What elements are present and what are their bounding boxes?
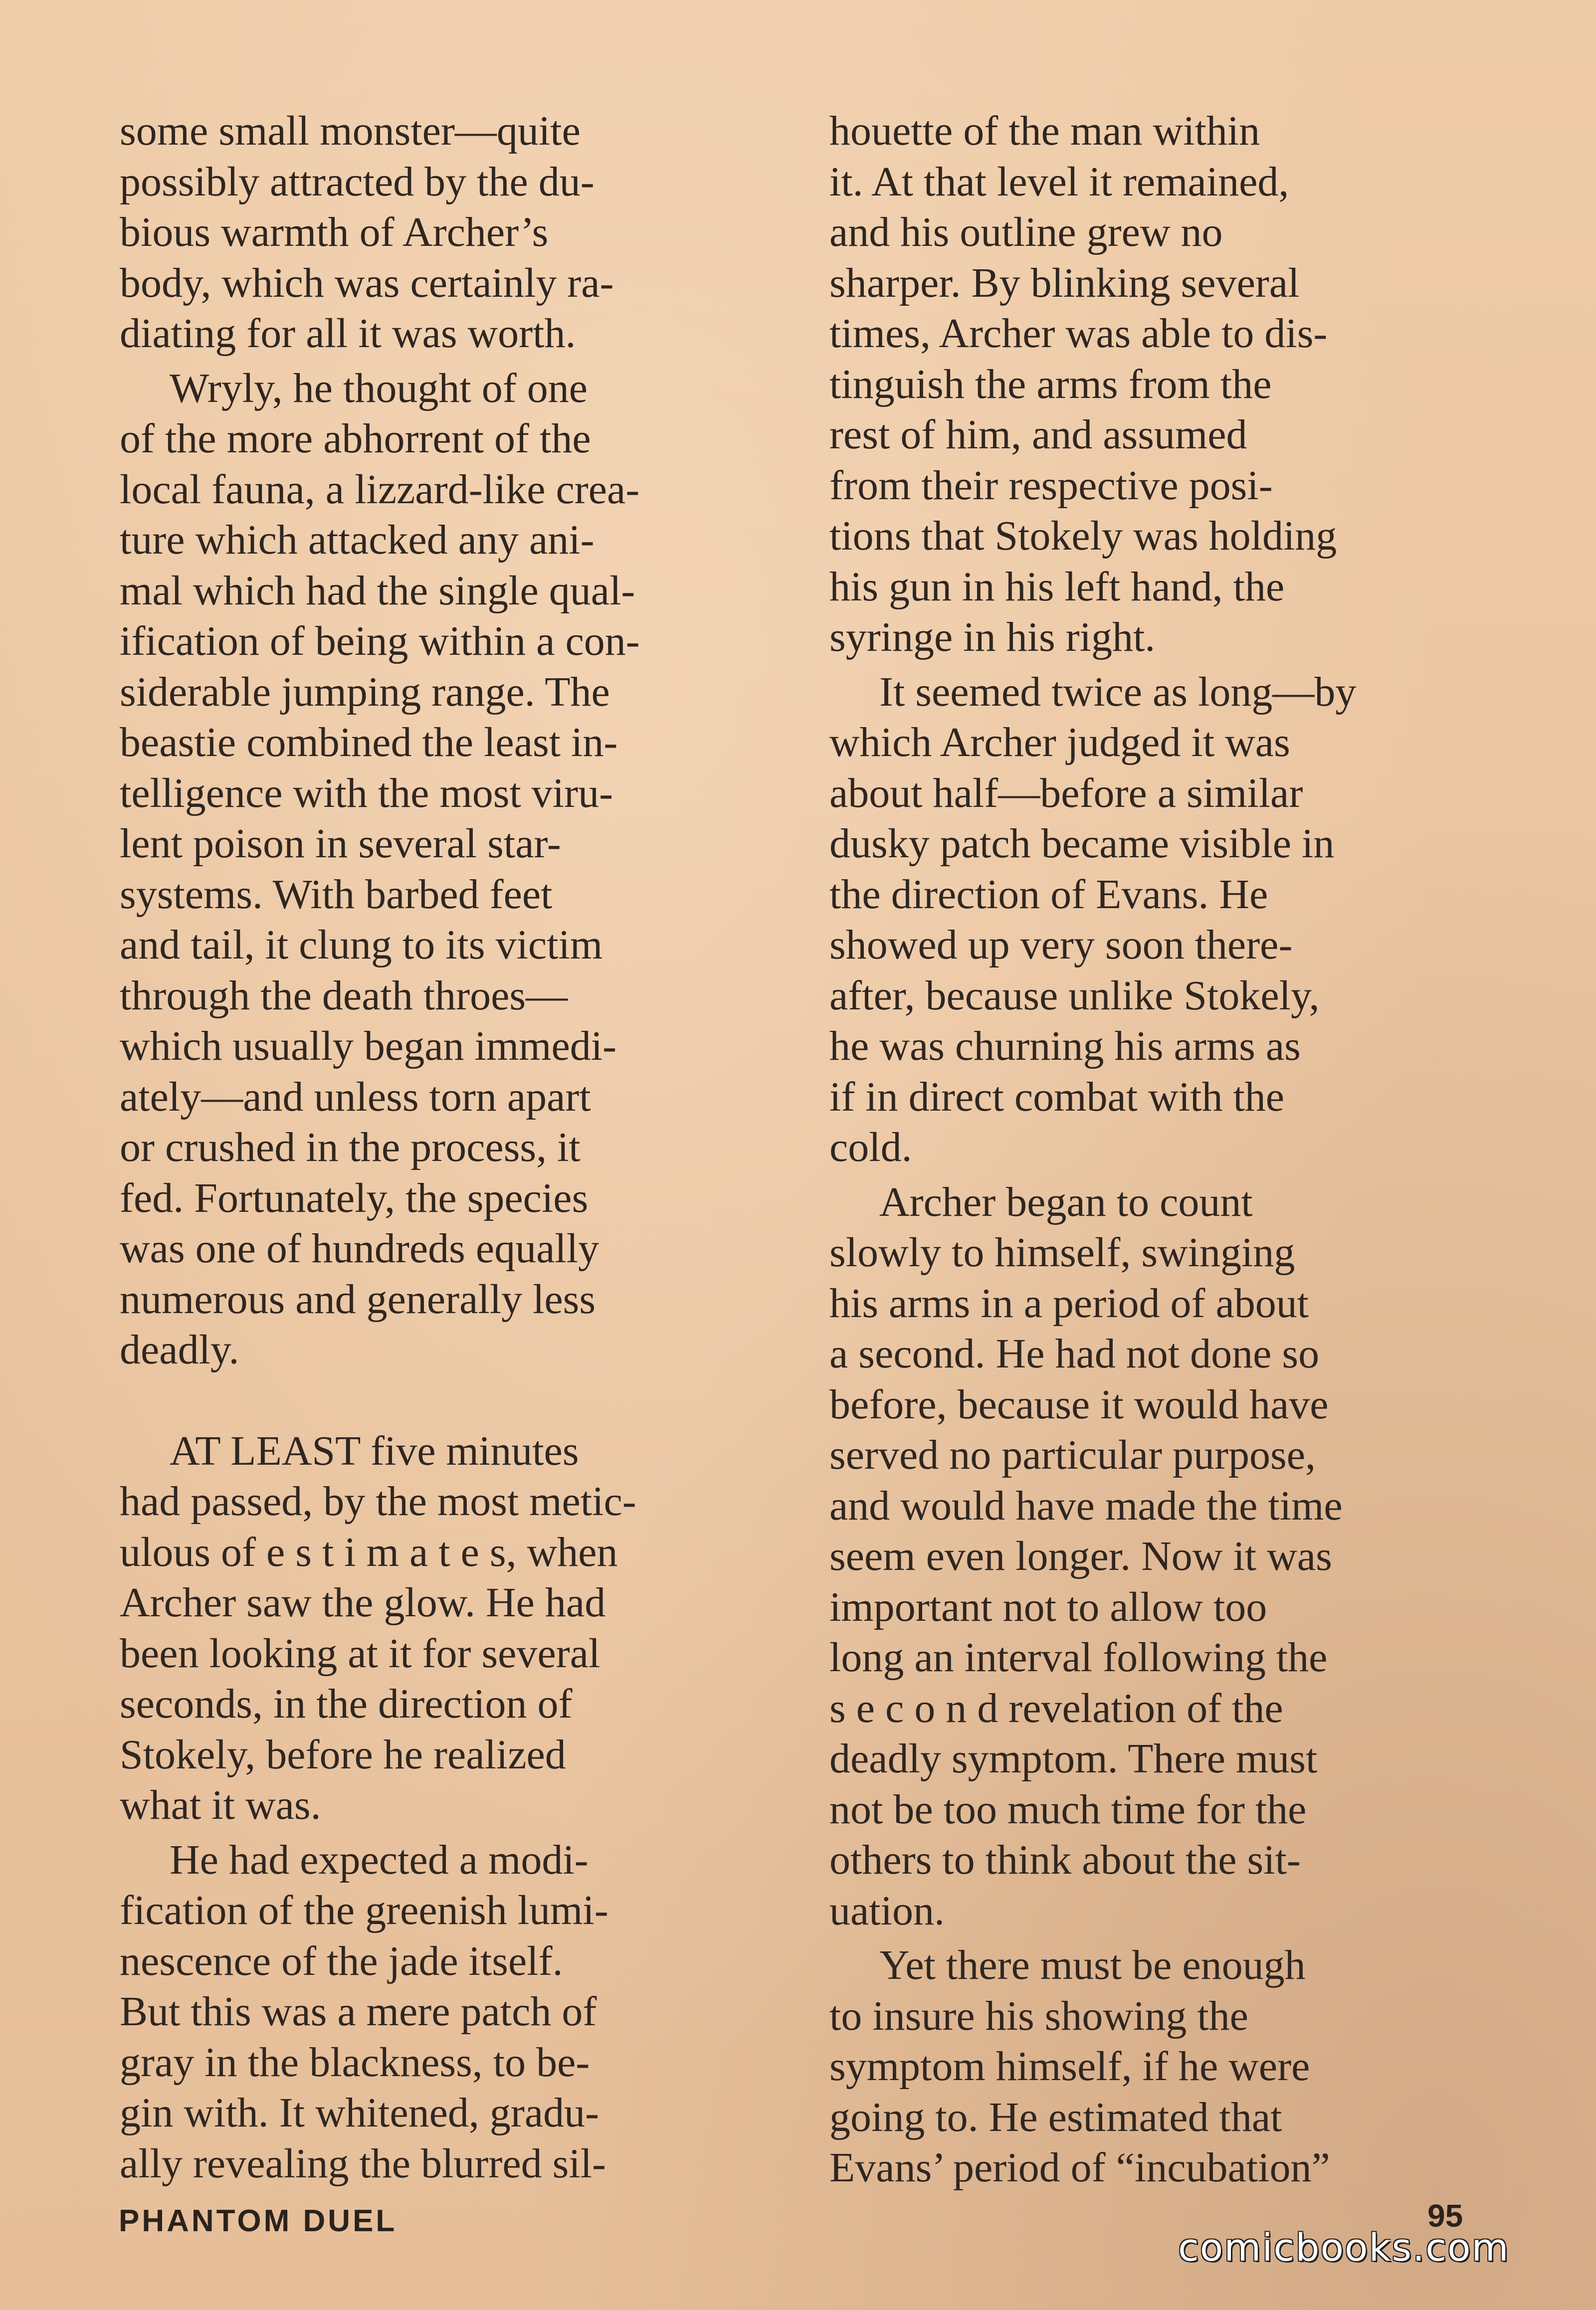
paragraph: It seemed twice as long—by which Archer judged it was about half—before a similar dusky patch became visible in the direction of Evans. He showed up very soon there- after, because unlike Stokely, he was churning his arms as if in direct combat with the cold. [829, 668, 1357, 1170]
paragraph: Yet there must be enough to insure his showing the symptom himself, if he were going to. He estimated that Evans’ period of “incubation” [829, 1942, 1330, 2191]
section-opening-paragraph: AT LEAST five minutes had passed, by the most metic- ulous of e s t i m a t e s, when Archer saw the glow. He had been looking at it for several seconds, in the direction of Stokely, before he realized what it was. [120, 1427, 636, 1828]
paragraph: houette of the man within it. At that level it remained, and his outline grew no sharper. By blinking several times, Archer was able to dis- tinguish the arms from the rest of him, and assumed from their respective posi- tions that Stokely was holding his gun in his left hand, the syringe in his right. [829, 108, 1337, 660]
paragraph: Archer began to count slowly to himself, swinging his arms in a period of about a second. He had not done so before, because it would have served no particular purpose, and would have made the time seem even longer. Now it was important not to allow too long an interval following the s e c o n d revelation of the deadly symptom. There must not be too much time for the others to think about the sit- uation. [829, 1178, 1343, 1934]
running-footer-title: PHANTOM DUEL [119, 2204, 398, 2238]
paragraph: Wryly, he thought of one of the more abhorrent of the local fauna, a lizzard-like crea- ture which attacked any ani- mal which had the single qual- ification of being within a con- siderable jumping range. The beastie combined the least in- telligence with the most viru- lent poison in several star- systems. With barbed feet and tail, it clung to its victim through the death throes— which usually began immedi- ately—and unless torn apart or crushed in the process, it fed. Fortunately, the species was one of hundreds equally numerous and generally less deadly. [120, 365, 640, 1373]
right-text-column [829, 106, 1478, 2193]
page-number: 95 [1427, 2198, 1463, 2234]
left-text-column [120, 106, 768, 2189]
paragraph: some small monster—quite possibly attracted by the du- bious warmth of Archer’s body, which was certainly ra- diating for all it was worth. [120, 108, 614, 357]
site-watermark: comicbooks.com [1178, 2225, 1510, 2270]
paragraph: He had expected a modi- fication of the greenish lumi- nescence of the jade itself. But this was a mere patch of gray in the blackness, to be- gin with. It whitened, gradu- ally revealing the blurred sil- [120, 1836, 608, 2187]
